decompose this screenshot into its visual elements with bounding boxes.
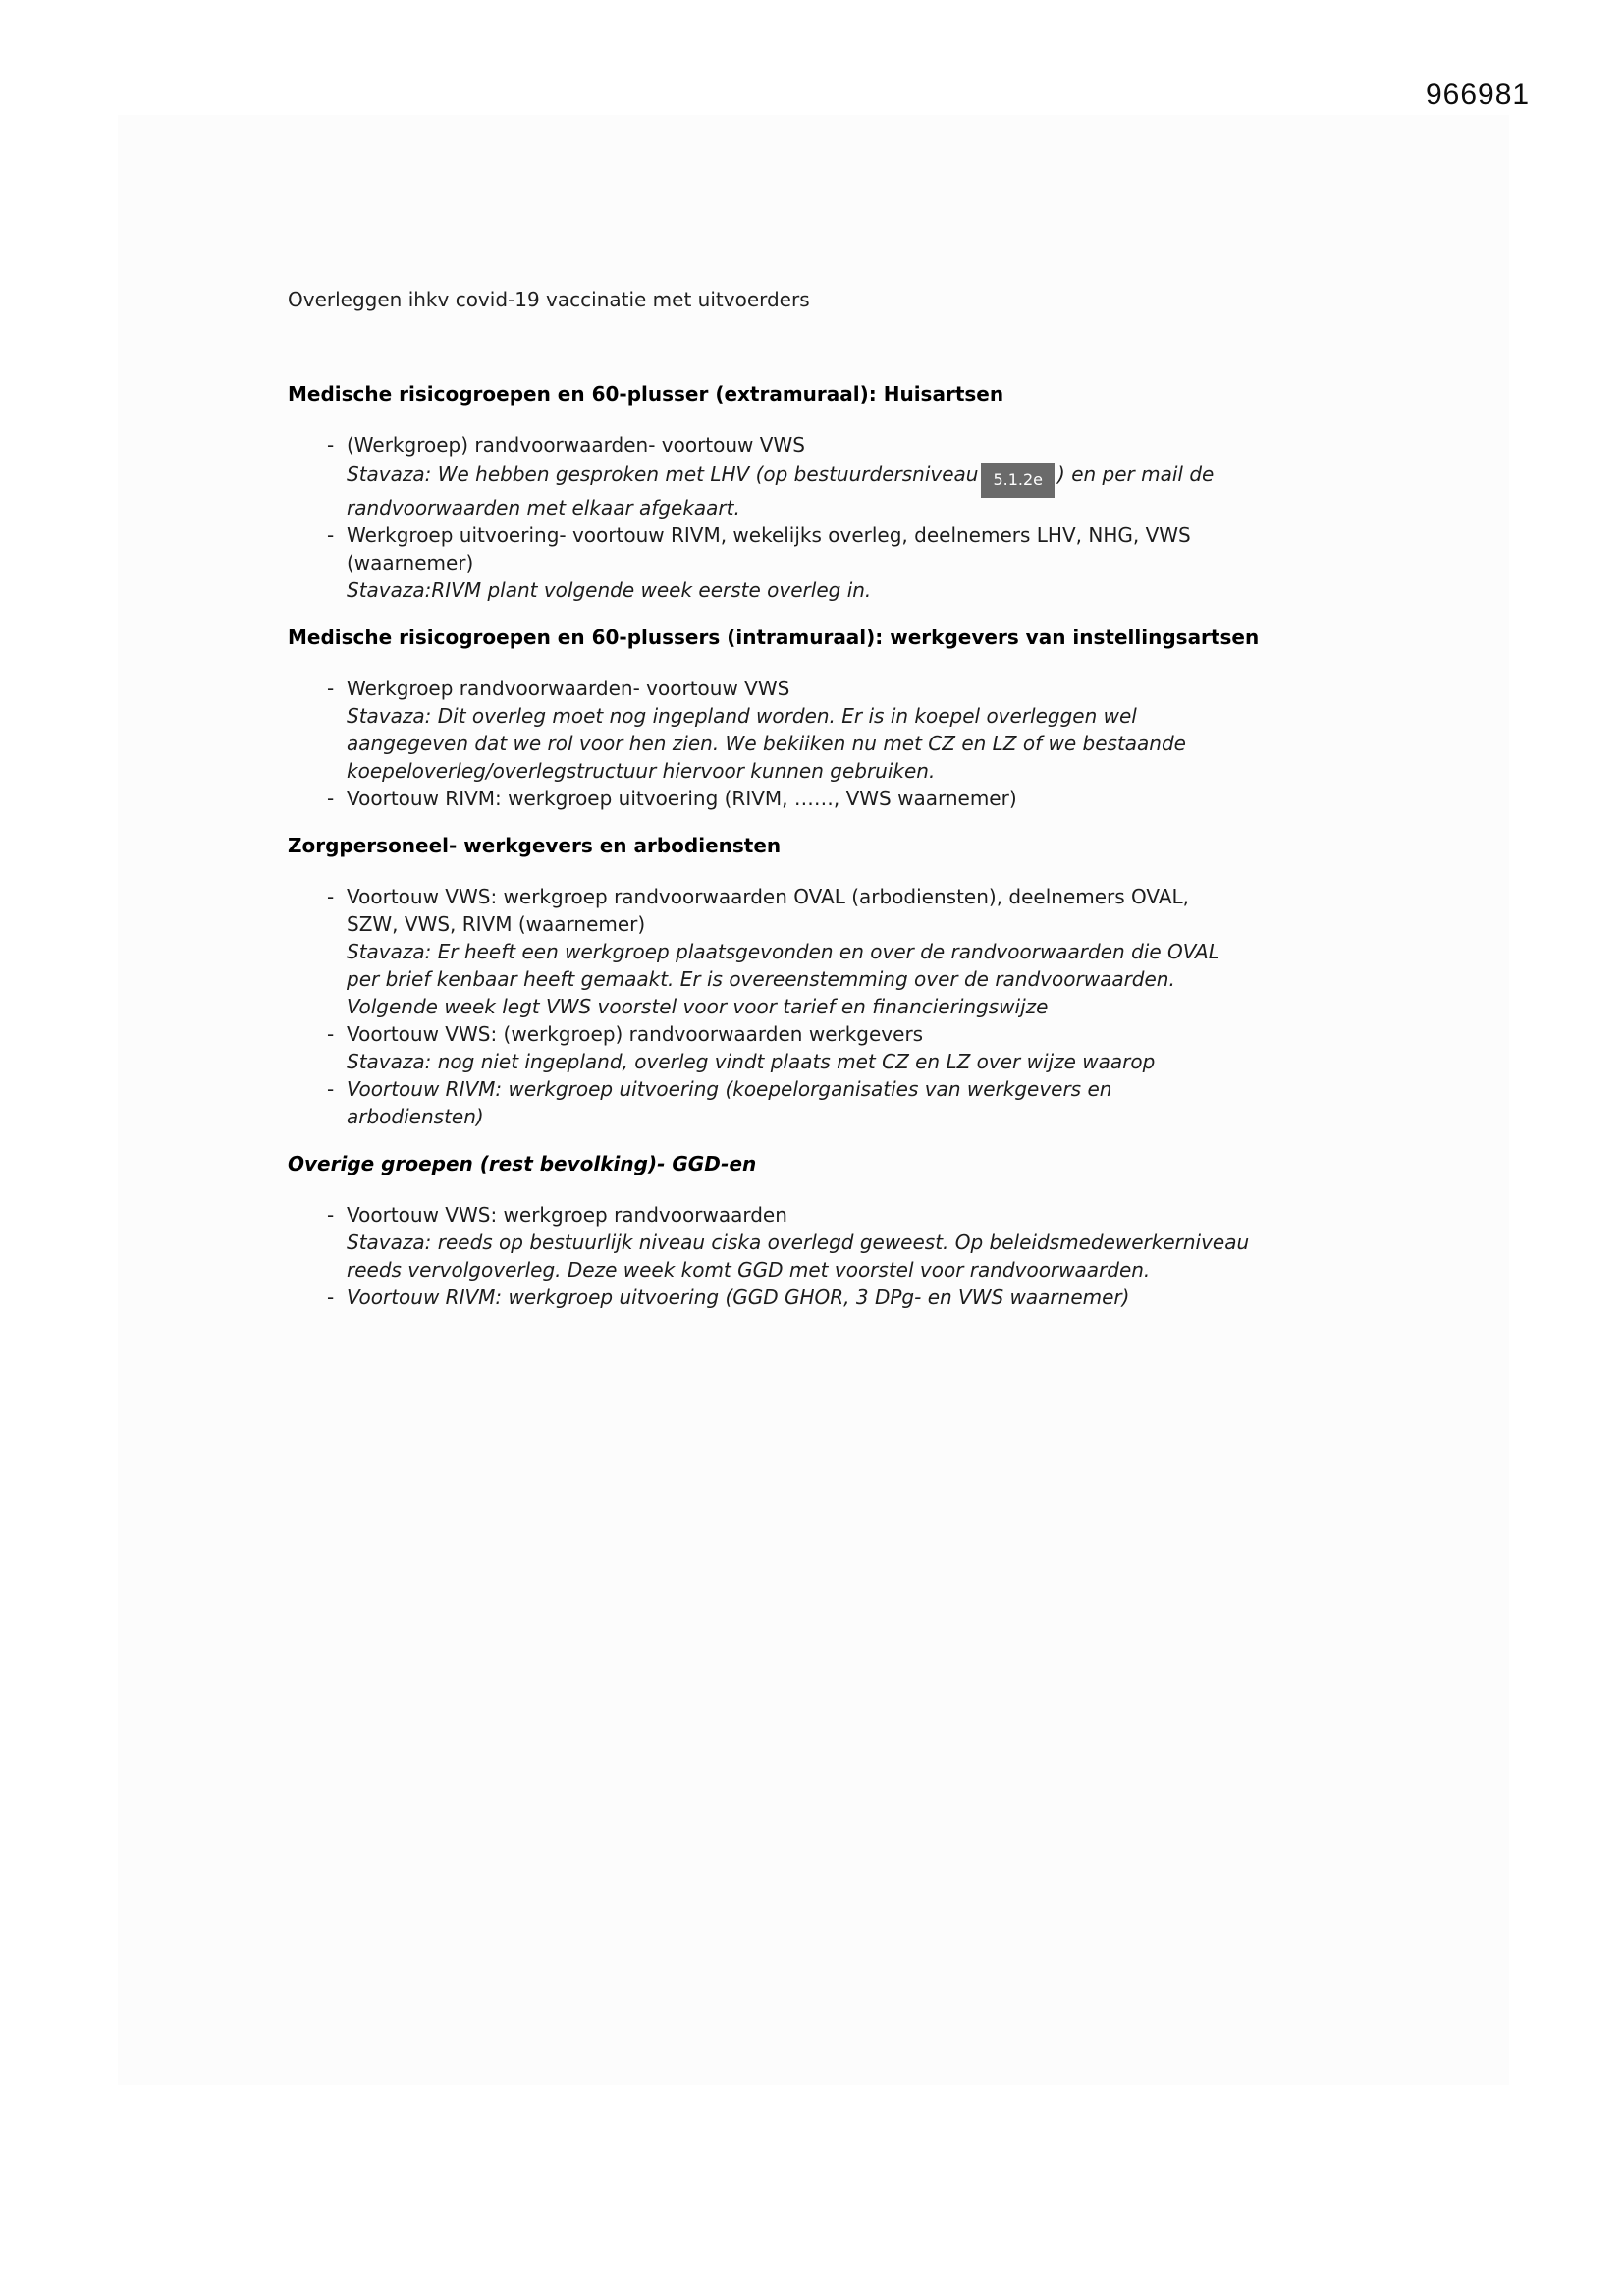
body-line [347, 702, 1259, 730]
section-heading: Medische risicogroepen en 60-plusser (extramuraal): Huisartsen [288, 382, 1004, 406]
bullet-dash: - [327, 433, 335, 457]
text-segment: Voortouw VWS: werkgroep randvoorwaarden [347, 1203, 787, 1227]
section-heading: Zorgpersoneel- werkgevers en arbodiensten [288, 834, 782, 857]
section-heading: Overige groepen (rest bevolking)- GGD-en [288, 1152, 757, 1175]
body-line [347, 675, 1259, 702]
text-segment: (waarnemer) [347, 551, 474, 574]
bullet-dash: - [327, 677, 335, 700]
document-body [288, 286, 1259, 1311]
bullet-item [288, 1020, 1259, 1075]
bullet-dash: - [327, 787, 335, 810]
bullet-dash: - [327, 885, 335, 908]
text-segment: koepeloverleg/overlegstructuur hiervoor kunnen gebruiken. [347, 759, 936, 783]
text-segment: SZW, VWS, RIVM (waarnemer) [347, 912, 646, 936]
body-line [347, 1284, 1259, 1311]
body-line [347, 549, 1259, 576]
text-segment: aangegeven dat we rol voor hen zien. We bekiiken nu met CZ en LZ of we bestaande [347, 732, 1186, 755]
text-segment: Stavaza: Er heeft een werkgroep plaatsgevonden en over de randvoorwaarden die OVAL [347, 940, 1219, 963]
body-line [347, 494, 1259, 521]
section-heading: Medische risicogroepen en 60-plussers (intramuraal): werkgevers van instellingsartsen [288, 626, 1260, 649]
text-segment: Voortouw VWS: (werkgroep) randvoorwaarden werkgevers [347, 1022, 924, 1046]
body-line [347, 1020, 1259, 1048]
page-number: 966981 [1426, 79, 1531, 111]
section-items [288, 1201, 1259, 1311]
body-line [347, 1201, 1259, 1229]
body-line [347, 910, 1259, 938]
section-items [288, 431, 1259, 604]
bullet-item [288, 883, 1259, 1020]
text-segment: Werkgroep randvoorwaarden- voortouw VWS [347, 677, 790, 700]
section [288, 832, 1259, 1130]
redaction-box: 5.1.2e [981, 463, 1055, 498]
text-segment: Werkgroep uitvoering- voortouw RIVM, wekelijks overleg, deelnemers LHV, NHG, VWS [347, 523, 1191, 547]
body-line [347, 576, 1259, 604]
text-segment: per brief kenbaar heeft gemaakt. Er is overeenstemming over de randvoorwaarden. [347, 967, 1175, 991]
bullet-dash: - [327, 1285, 335, 1309]
bullet-item [288, 675, 1259, 785]
text-segment: Voortouw RIVM: werkgroep uitvoering (RIVM, ……, VWS waarnemer) [347, 787, 1017, 810]
text-segment: (Werkgroep) randvoorwaarden- voortouw VWS [347, 433, 805, 457]
text-segment: Volgende week legt VWS voorstel voor voor tarief en financieringswijze [347, 995, 1049, 1018]
bullet-dash: - [327, 523, 335, 547]
text-segment: arbodiensten) [347, 1105, 484, 1128]
section [288, 624, 1259, 812]
body-line [347, 1256, 1259, 1284]
bullet-item [288, 521, 1259, 604]
bullet-item [288, 1075, 1259, 1130]
document-sections [288, 380, 1259, 1311]
bullet-dash: - [327, 1022, 335, 1046]
body-line [347, 883, 1259, 910]
body-line [347, 993, 1259, 1020]
bullet-item [288, 785, 1259, 812]
bullet-item [288, 431, 1259, 521]
body-line [347, 757, 1259, 785]
bullet-item [288, 1284, 1259, 1311]
section-items [288, 883, 1259, 1130]
text-segment: Voortouw RIVM: werkgroep uitvoering (GGD GHOR, 3 DPg- en VWS waarnemer) [347, 1285, 1130, 1309]
bullet-item [288, 1201, 1259, 1284]
body-line [347, 730, 1259, 757]
body-line [347, 1103, 1259, 1130]
body-line [347, 521, 1259, 549]
body-line [347, 785, 1259, 812]
text-segment: Stavaza: Dit overleg moet nog ingepland worden. Er is in koepel overleggen wel [347, 704, 1137, 728]
text-segment: randvoorwaarden met elkaar afgekaart. [347, 496, 740, 519]
body-line [347, 965, 1259, 993]
text-segment: Voortouw RIVM: werkgroep uitvoering (koepelorganisaties van werkgevers en [347, 1077, 1112, 1101]
section [288, 380, 1259, 604]
text-segment: Stavaza: We hebben gesproken met LHV (op bestuurdersniveau [347, 463, 979, 486]
text-segment: Stavaza:RIVM plant volgende week eerste overleg in. [347, 578, 872, 602]
section [288, 1150, 1259, 1311]
bullet-dash: - [327, 1077, 335, 1101]
body-line [347, 938, 1259, 965]
body-line [347, 459, 1259, 494]
text-segment: Stavaza: reeds op bestuurlijk niveau ciska overlegd geweest. Op beleidsmedewerkerniveau [347, 1230, 1250, 1254]
text-segment: ) en per mail de [1057, 463, 1215, 486]
body-line [347, 431, 1259, 459]
text-segment: reeds vervolgoverleg. Deze week komt GGD met voorstel voor randvoorwaarden. [347, 1258, 1151, 1282]
body-line [347, 1075, 1259, 1103]
bullet-dash: - [327, 1203, 335, 1227]
document-title: Overleggen ihkv covid-19 vaccinatie met uitvoerders [288, 288, 810, 311]
section-items [288, 675, 1259, 812]
body-line [347, 1229, 1259, 1256]
text-segment: Voortouw VWS: werkgroep randvoorwaarden OVAL (arbodiensten), deelnemers OVAL, [347, 885, 1190, 908]
text-segment: Stavaza: nog niet ingepland, overleg vindt plaats met CZ en LZ over wijze waarop [347, 1050, 1156, 1073]
body-line [347, 1048, 1259, 1075]
